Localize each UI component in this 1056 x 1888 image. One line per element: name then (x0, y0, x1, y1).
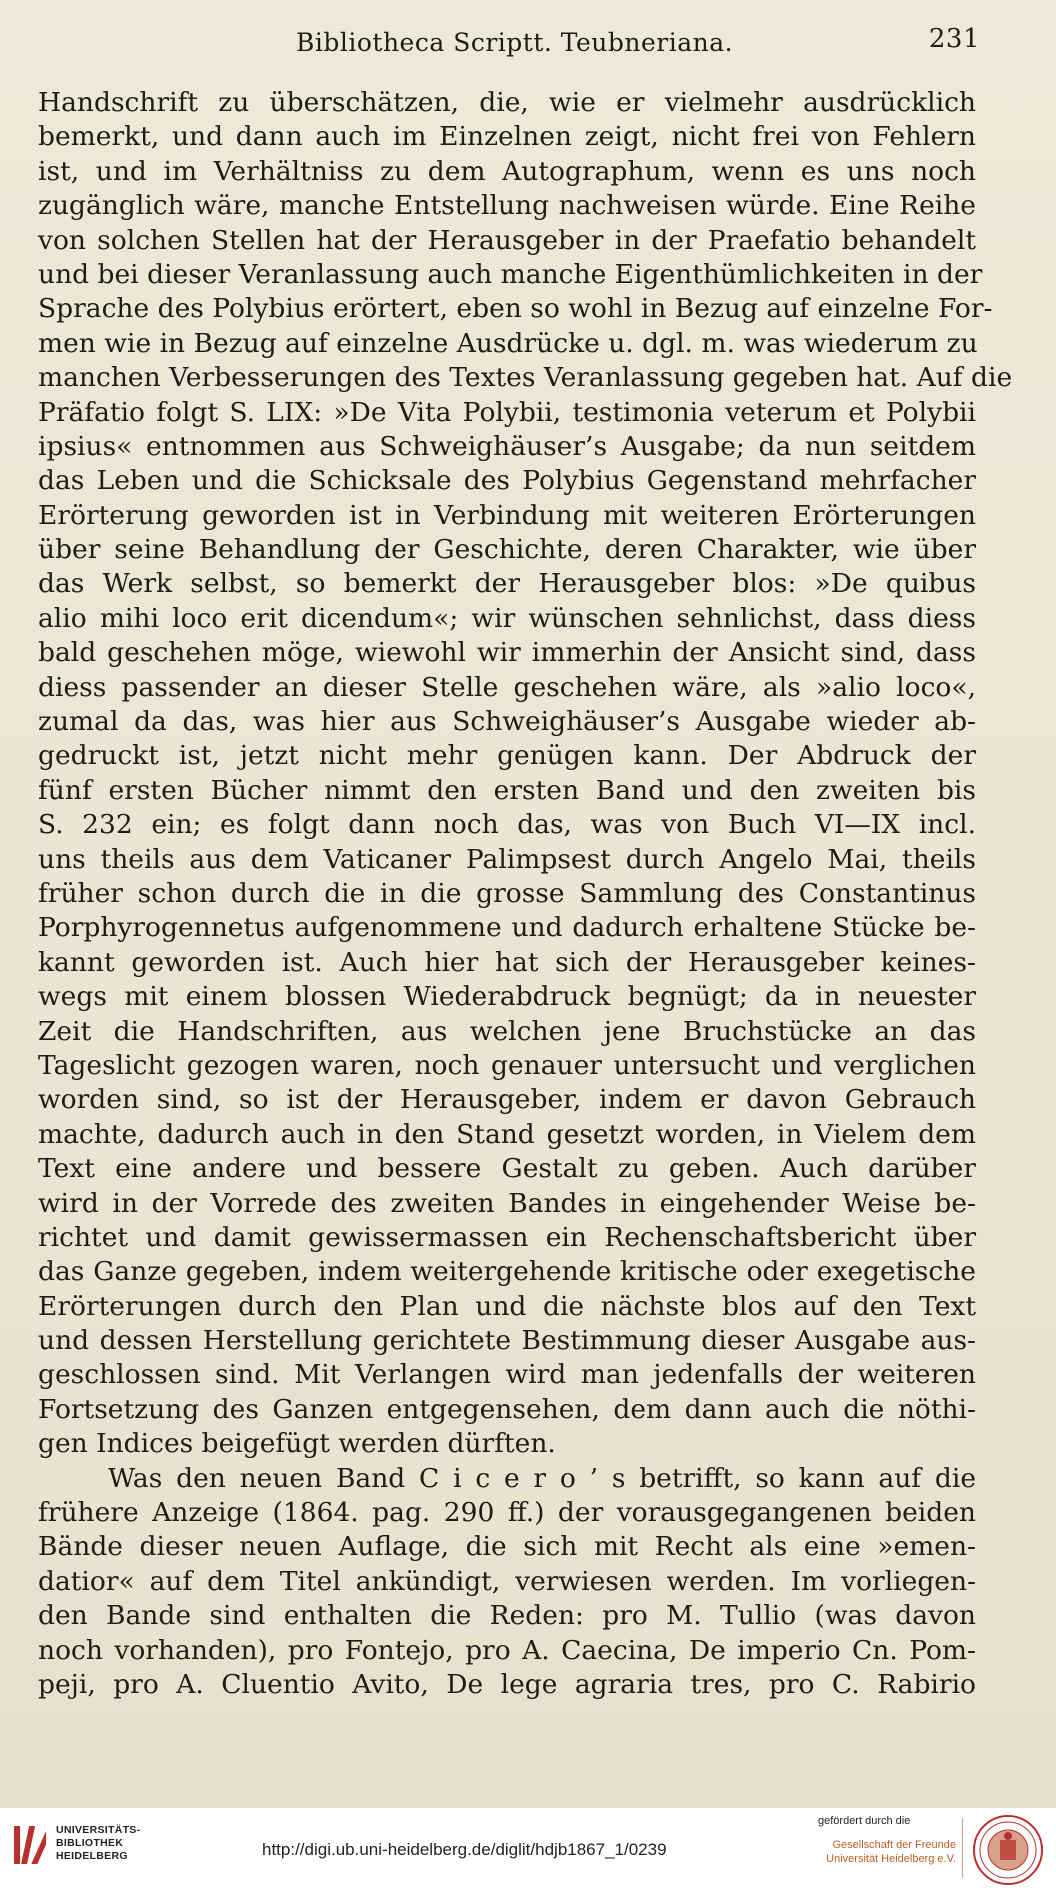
text-line: worden sind, so ist der Herausgeber, indem er davon Gebrauch (38, 1084, 976, 1116)
paragraph-end-line: gen Indices beigefügt werden dürften. (38, 1428, 556, 1460)
text-line: Präfatio folgt S. LIX: »De Vita Polybii, testimonia veterum et Polybii (38, 396, 976, 428)
library-name-line: BIBLIOTHEK (56, 1837, 124, 1849)
sponsor-org-line: Gesellschaft der Freunde (832, 1839, 956, 1851)
footer-divider (962, 1818, 963, 1878)
university-seal-icon (972, 1814, 1044, 1886)
library-logo-icon (12, 1822, 46, 1868)
text-line: das Werk selbst, so bemerkt der Herausgeber blos: »De quibus (38, 568, 976, 600)
text-line: den Bande sind enthalten die Reden: pro M. Tullio (was davon (38, 1600, 976, 1632)
library-name-line: HEIDELBERG (56, 1850, 128, 1862)
text-line: Erörterung geworden ist in Verbindung mit weiteren Erörterungen (38, 499, 976, 531)
text-line: fünf ersten Bücher nimmt den ersten Band und den zweiten bis (38, 774, 976, 806)
text-line: S. 232 ein; es folgt dann noch das, was von Buch VI—IX incl. (38, 809, 976, 841)
text-line: gedruckt ist, jetzt nicht mehr genügen kann. Der Abdruck der (38, 740, 976, 772)
text-line: alio mihi loco erit dicendum«; wir wünschen sehnlichst, dass diess (38, 602, 976, 634)
text-line: manchen Verbesserungen des Textes Veranlassung gegeben hat. Auf die (38, 362, 1013, 394)
text-line: wird in der Vorrede des zweiten Bandes in eingehender Weise be- (38, 1187, 976, 1219)
text-line: und dessen Herstellung gerichtete Bestimmung dieser Ausgabe aus- (38, 1325, 976, 1357)
text-line: ist, und im Verhältniss zu dem Autographum, wenn es uns noch (38, 155, 976, 187)
running-title: Bibliotheca Scriptt. Teubneriana. (296, 28, 734, 57)
text-line: bald geschehen möge, wiewohl wir immerhin der Ansicht sind, dass (38, 637, 976, 669)
text-line: Sprache des Polybius erörtert, eben so wohl in Bezug auf einzelne For- (38, 293, 993, 325)
text-line: bemerkt, und dann auch im Einzelnen zeigt, nicht frei von Fehlern (38, 121, 976, 153)
digitization-footer (0, 1808, 1056, 1888)
text-line: zugänglich wäre, manche Entstellung nachweisen würde. Eine Reihe (38, 190, 976, 222)
text-line: und bei dieser Veranlassung auch manche Eigenthümlichkeiten in der (38, 258, 983, 290)
text-line: geschlossen sind. Mit Verlangen wird man jedenfalls der weiteren (38, 1359, 976, 1391)
text-line: über seine Behandlung der Geschichte, deren Charakter, wie über (38, 534, 976, 566)
sponsor-credit (812, 1814, 956, 1866)
text-line: machte, dadurch auch in den Stand gesetzt worden, in Vielem dem (38, 1118, 976, 1150)
text-line: noch vorhanden), pro Fontejo, pro A. Caecina, De imperio Cn. Pom- (38, 1634, 976, 1666)
text-line: früher schon durch die in die grosse Sammlung des Constantinus (38, 877, 976, 909)
library-name-line: UNIVERSITÄTS- (56, 1824, 141, 1836)
text-line: diess passender an dieser Stelle geschehen wäre, als »alio loco«, (38, 671, 976, 703)
text-line: Porphyrogennetus aufgenommene und dadurch erhaltene Stücke be- (38, 912, 976, 944)
text-line: Tageslicht gezogen waren, noch genauer untersucht und verglichen (38, 1049, 976, 1081)
text-line: Handschrift zu überschätzen, die, wie er vielmehr ausdrücklich (38, 87, 976, 118)
text-line: Bände dieser neuen Auflage, die sich mit Recht als eine »emen- (38, 1531, 976, 1563)
text-line: von solchen Stellen hat der Herausgeber in der Praefatio behandelt (38, 224, 976, 256)
running-head (38, 24, 980, 64)
text-line: ipsius« entnommen aus Schweighäuser’s Ausgabe; da nun seitdem (38, 430, 976, 462)
text-line: Erörterungen durch den Plan und die nächste blos auf den Text (38, 1290, 976, 1322)
paragraph-start-line: Was den neuen Band C i c e r o ’ s betrifft, so kann auf die (108, 1462, 976, 1494)
text-line: kannt geworden ist. Auch hier hat sich der Herausgeber keines- (38, 946, 976, 978)
text-line: richtet und damit gewissermassen ein Rechenschaftsbericht über (38, 1221, 976, 1253)
text-line: Fortsetzung des Ganzen entgegensehen, dem dann auch die nöthi- (38, 1393, 976, 1425)
library-name (56, 1824, 140, 1863)
permalink-link[interactable]: http://digi.ub.uni-heidelberg.de/diglit/hdjb1867_1/0239 (262, 1840, 667, 1859)
page-number: 231 (928, 24, 980, 54)
text-line: wegs mit einem blossen Wiederabdruck begnügt; da in neuester (38, 981, 976, 1013)
text-line: peji, pro A. Cluentio Avito, De lege agraria tres, pro C. Rabirio (38, 1668, 976, 1700)
text-line: uns theils aus dem Vaticaner Palimpsest durch Angelo Mai, theils (38, 843, 976, 875)
text-line: zumal da das, was hier aus Schweighäuser’s Ausgabe wieder ab- (38, 706, 976, 738)
text-line: datior« auf dem Titel ankündigt, verwiesen werden. Im vorliegen- (38, 1565, 976, 1597)
body-text (38, 86, 1013, 1702)
text-line: das Ganze gegeben, indem weitergehende kritische oder exegetische (38, 1256, 976, 1288)
text-line: men wie in Bezug auf einzelne Ausdrücke u. dgl. m. was wiederum zu (38, 327, 978, 359)
text-line: frühere Anzeige (1864. pag. 290 ff.) der vorausgegangenen beiden (38, 1497, 976, 1529)
text-line: Zeit die Handschriften, aus welchen jene Bruchstücke an das (38, 1015, 976, 1047)
sponsor-org-line: Universität Heidelberg e.V. (826, 1853, 956, 1865)
text-line: Text eine andere und bessere Gestalt zu geben. Auch darüber (38, 1153, 976, 1185)
text-line: das Leben und die Schicksale des Polybius Gegenstand mehrfacher (38, 465, 976, 497)
sponsor-label: gefördert durch die (818, 1815, 911, 1827)
